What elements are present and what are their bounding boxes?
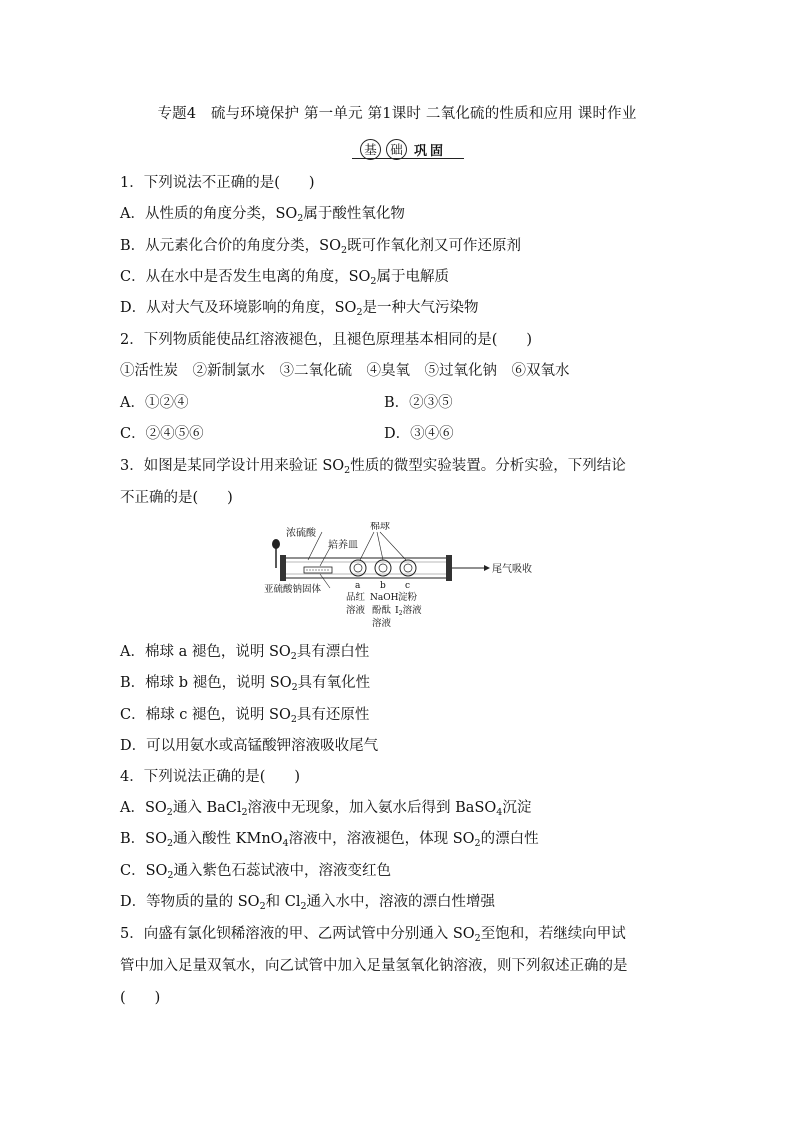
label-sodium-sulfite-solid: 亚硫酸钠固体	[264, 584, 322, 595]
section-heading	[352, 136, 472, 160]
label-b-line2: 酚酞	[372, 605, 392, 616]
label-cotton-ball: 棉球	[370, 522, 390, 532]
q3-option-d: D．可以用氨水或高锰酸钾溶液吸收尾气	[120, 738, 379, 754]
section-char-4: 固	[430, 144, 444, 159]
q5-line2: 管中加入足量双氧水，向乙试管中加入足量氢氧化钠溶液，则下列叙述正确的是	[120, 958, 628, 974]
dropper-icon	[272, 539, 280, 568]
section-underline	[352, 158, 464, 159]
q4-option-d: D．等物质的量的 $SO_2$和 $Cl_2$通入水中，溶液的漂白性增强	[120, 894, 495, 912]
q2-items: ①活性炭 ②新制氯水 ③二氧化硫 ④臭氧 ⑤过氧化钠 ⑥双氧水	[120, 363, 570, 379]
label-c-line1: 淀粉	[398, 592, 418, 603]
label-letter-b: b	[380, 581, 386, 591]
cotton-ball-b	[375, 560, 391, 576]
q4-option-b: B．$SO_2$通入酸性 KMnO$_4$溶液中，溶液褪色，体现 $SO_2$的漂白性	[120, 831, 539, 849]
q1-stem: 1．下列说法不正确的是( )	[120, 175, 315, 191]
section-char-3: 巩	[414, 144, 428, 159]
label-letter-a: a	[355, 581, 361, 591]
q4-stem: 4．下列说法正确的是( )	[120, 769, 301, 785]
label-c-line2: $I_2$溶液	[395, 605, 422, 617]
glass-tube	[280, 555, 476, 581]
q2-stem: 2．下列物质能使品红溶液褪色，且褪色原理基本相同的是( )	[120, 332, 533, 348]
q3-option-b: B．棉球 b 褪色，说明 $SO_2$具有氧化性	[120, 675, 371, 693]
q1-option-a: A．从性质的角度分类，$SO_2$属于酸性氧化物	[120, 206, 405, 224]
q2-option-b: B．②③⑤	[384, 395, 453, 411]
q2-option-c: C．②④⑤⑥	[120, 426, 204, 442]
q2-option-a: A．①②④	[120, 395, 189, 411]
section-char-1: 基	[360, 139, 381, 160]
tail-gas-arrow	[458, 565, 490, 571]
label-letter-c: c	[405, 581, 411, 591]
label-conc-sulfuric-acid: 浓硫酸	[286, 528, 316, 539]
q4-option-a: A．$SO_2$通入 BaCl$_2$溶液中无现象，加入氨水后得到 BaSO$_4$沉淀	[120, 800, 532, 818]
q4-option-c: C．$SO_2$通入紫色石蕊试液中，溶液变红色	[120, 863, 391, 881]
experiment-apparatus-diagram	[262, 522, 532, 628]
label-a-line2: 溶液	[346, 605, 366, 616]
label-b-line3: 溶液	[372, 618, 392, 628]
label-culture-dish: 培养皿	[328, 540, 358, 551]
label-b-line1: NaOH	[370, 593, 399, 603]
culture-dish	[304, 567, 332, 573]
q1-option-b: B．从元素化合价的角度分类，$SO_2$既可作氧化剂又可作还原剂	[120, 238, 522, 256]
cotton-ball-a	[350, 560, 366, 576]
q1-option-c: C．从在水中是否发生电离的角度，$SO_2$属于电解质	[120, 269, 449, 287]
q3-stem-line1: 3．如图是某同学设计用来验证 $SO_2$性质的微型实验装置。分析实验，下列结论	[120, 458, 626, 476]
q5-line1: 5．向盛有氯化钡稀溶液的甲、乙两试管中分别通入 $SO_2$至饱和，若继续向甲试	[120, 926, 626, 944]
q3-option-a: A．棉球 a 褪色，说明 $SO_2$具有漂白性	[120, 644, 370, 662]
q3-option-c: C．棉球 c 褪色，说明 $SO_2$具有还原性	[120, 707, 370, 725]
cotton-ball-c	[400, 560, 416, 576]
q3-stem-line2: 不正确的是( )	[120, 490, 233, 506]
label-tail-gas: 尾气吸收	[492, 564, 532, 575]
q2-option-d: D．③④⑥	[384, 426, 454, 442]
q5-line3: ( )	[120, 990, 161, 1006]
q1-option-d: D．从对大气及环境影响的角度，$SO_2$是一种大气污染物	[120, 300, 479, 318]
label-a-line1: 品红	[346, 592, 366, 603]
section-char-2: 础	[386, 139, 407, 160]
page-title: 专题4 硫与环境保护 第一单元 第1课时 二氧化硫的性质和应用 课时作业	[157, 106, 637, 122]
